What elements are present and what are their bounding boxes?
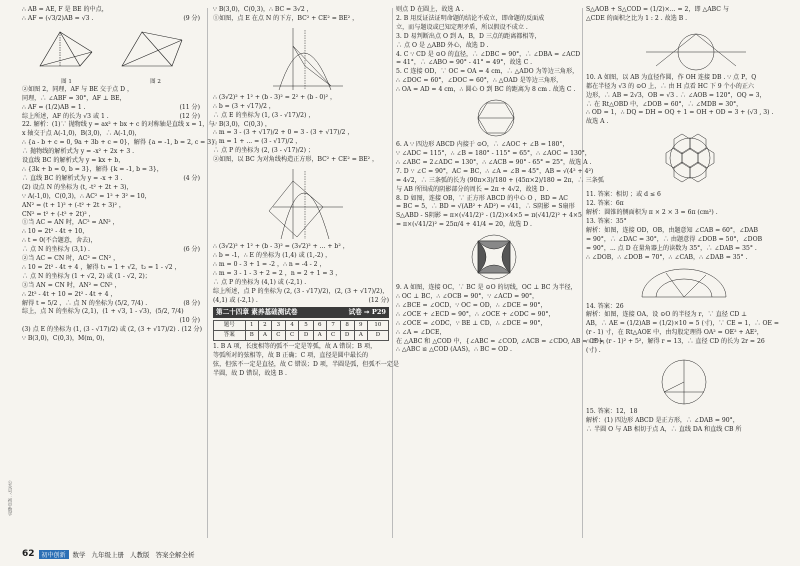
text-line: 综上所述，AF 的长为 √3 或 1 . (12 分) [22,112,200,120]
text-line: ∴ 点 N 的坐标为 (1 + √2, 2) 或 (1 - √2, 2)； [22,272,151,280]
text-line: x 轴交于点 A(-1,0)，B(3,0)，∴ A(-1,0)， [22,130,141,138]
text-line: 综上所述，点 P 的坐标为 (2, (3 - √17)/2)，(2, (3 + √17)/2)， [213,287,389,295]
text-line: 立，而与题设或已知定理矛盾，所以假设不成立 . [396,23,528,31]
score-label: (12 分) [179,112,200,120]
text-line: ∴ AF = (√3/2)AB = √3 . (9 分) [22,14,200,22]
footer-edition: 人教版 [130,550,150,559]
text-line: 22. 解析：(1)∵ 抛物线 y = ax² + bx + c 的对称轴是直线 x = 1，与 [22,121,215,129]
text-line: = BC = 5，∴ BD = √(AB² + AD²) = √41，∴ S阴影 = S扇形 [396,203,575,211]
text-line: ∴ AB = AE, F 是 BE 的中点， [22,6,108,13]
tangent-circle-diagram [586,26,780,72]
hexagon-grid-diagram [586,129,780,189]
text-line: 4. C ∵ CD 是 ⊙O 的直径，∴ ∠DBC = 90°，∴ ∠DBA = ∠ACD [396,50,581,58]
text-line: AB，∴ AE = (1/2)AB = (1/2)×10 = 5 (寸)，∵ CE = 1，∴ OE = [586,320,780,328]
text-line: ∴ ∠BCE = ∠OCD，∵ OC = OD，∴ ∠DCE = 90°， [396,301,547,309]
circle-chord-diagram [586,358,780,406]
text-line: 8. D 如图，连接 OB，∵ 正方形 ABCD 的中心 O ，BD = AC [396,194,568,202]
text-line: ∴ m = 3 - 1 - 3 + 2 = 2 ，n = 2 + 1 = 3 ， [213,269,342,277]
brand-badge: 初中创新 [39,550,69,559]
table-cell: 题号 [214,321,246,331]
table-cell: 6 [313,321,326,331]
text-line: 与 AB 所围成的阴影部分的周长 = 2π + 4√2，故选 D . [396,185,549,193]
text-line: (4,1) 或 (-2,1) . (12 分) [213,296,389,304]
table-cell: D [299,331,313,341]
text-line: ∴ b = -1，∴ E 的坐标为 (1,4) 或 (1,-2) ， [213,251,332,259]
text-line: 解析：如图，连接 OD，OB，由题意知 ∠CAB = 60°，∠DAB [586,226,758,234]
text-line: 9. A 如图，连接 OC，∵ BC 是 ⊙O 的切线，OC ⊥ BC 为半径， [396,284,577,292]
text-line: ∴ 点 O 是 △ABD 外心，故选 D . [396,41,489,49]
text-line: 解析：如图，连接 OA，设 ⊙O 的半径为 r，∵ 直径 CD ⊥ [586,311,747,319]
table-cell: 5 [299,321,313,331]
table-cell: D [367,331,388,341]
score-label: (6 分) [183,246,200,254]
table-cell: C [271,331,285,341]
text-line: ∵ B(3,0)，C(0,3)，∴ BC = 3√2 ， [213,6,313,13]
text-line: ①当 AC = AN 时，AC² = AN² ， [22,219,119,227]
table-row [214,331,389,341]
text-line: ∴ m = 0 - 3 + 1 = -2 ，∴ n = -4 - 2 ， [213,260,326,268]
section-ref: 试卷 ➞ P29 [348,308,386,317]
text-line: ∴ ∠ABC = 2∠ADC = 130°，∴ ∠ACB = 90° - 65° = 25°，故选 A . [396,158,592,166]
text-line: ∴ 10 = 2t² - 4t + 10， [22,228,89,236]
text-line: 14. 答案：26 [586,302,624,310]
score-label: (9 分) [183,14,200,22]
text-line: (寸) . [586,347,601,355]
text-line: ∴ AF = (1/2)AB = 1 . (11 分) [22,103,200,111]
text-line: ∴ 半圆 O 与 AB 相切于点 A，∴ 直线 DA 和直线 CB 所 [586,425,742,433]
figure-caption: 图 1 [61,78,72,85]
text-line: 10. A 如图，以 AB 为直径作圆，作 OH 连接 DB . ∵ 点 P，Q [586,73,757,81]
text-line: = π×(√41/2)² = 25π/4 + 41/4 = 20，故选 D . [396,221,532,229]
score-label: (11 分) [179,103,200,111]
text-line: ∴ ∠A = ∠DCE， [396,328,446,336]
figure-protractor [586,265,780,301]
text-line: = 90°，... 点 D 在量角器上的读数为 35°，∴ ∠DAB = 35° . [586,244,757,252]
text-line: 15. 答案：12，18 [586,407,638,415]
text-line: ∴ △ABC ≌ △COD (AAS)，∴ BC = OD . [396,346,512,354]
text-line: △CDE 的面积之比为 1 : 2 . 故选 B . [586,14,688,22]
table-cell: 2 [258,321,271,331]
table-cell: C [326,331,340,341]
text-line: (3) 点 E 的坐标为 (1, (3 - √17)/2) 或 (2, (3 + √17)/2) . (12 分) [22,326,203,334]
text-line: ∴ ∠DOB，∴ ∠DOB = 70°，∴ ∠CAB，∴ ∠DAB = 35° . [586,253,748,261]
text-line: ①如图，点 E 在点 N 的下方，BC² + CE² = BE² ， [213,14,359,22]
text-block [22,6,200,24]
text-line: ∴ t = 0(不合题意，舍去)， [22,237,97,245]
text-line: = 41°，∴ ∠ABO = 90° - 41° = 49°，故选 C . [396,59,533,67]
circle-hexagon-diagram [396,97,578,139]
text-line: ∴ OA = AD = 4 cm，∴ 圆心 O 到 BC 的距离为 8 cm . 故选 C . [396,86,576,94]
text-line: 同理，∴ ∠ABF = 30°，AF ⊥ BE， [22,94,126,102]
text-line: ∴ ∠DOC = 60°，∠DOC = 60°，∴ △OAD 是等边三角形， [396,77,563,85]
text-line: ∴ 抛物线的解析式为 y = -x² + 2x + 3 . [22,148,135,156]
text-line: ∴ 点 P 的坐标为 (4,1) 或 (-2,1) . [213,278,307,286]
table-cell: A [258,331,271,341]
figure-hexagon-grid [586,129,780,189]
text-line: ∵ B(3,0)，C(0,3)，M(m, 0)， [22,335,109,343]
table-row [214,321,389,331]
text-line: 解析：圆锥的侧面积为 π × 2 × 3 = 6π (cm²) . [586,209,718,217]
text-line: ∴ {a - b + c = 0, 9a + 3b + c = 0}，解得 {a = -1, b = 2, c = 3}， [22,139,222,147]
text-line: ∴ OC ⊥ BC，∴ ∠OCB = 90°，∵ ∠ACD = 90°， [396,293,539,301]
table-cell: 7 [326,321,340,331]
triangle-figures [22,26,200,78]
text-line: ②当 AC = CN 时，AC² = CN² ， [22,255,120,263]
table-cell: A [354,331,367,341]
text-line: ∴ {3k + b = 0, b = 3}，解得 {k = -1, b = 3}， [22,165,163,173]
text-line: ∴ m = 1 + ... = (3 - √17)/2 ， [213,138,302,146]
text-line: ∴ ∠OCE = ∠ODC，∵ BE ⊥ CD，∴ ∠DCE = 90°， [396,319,547,327]
text-line: ∴ 点 N 的坐标为 (3,1) . (6 分) [22,246,200,254]
footer-subject: 数学 [72,550,86,559]
column-divider [207,8,208,538]
text-line: 设直线 BC 的解析式为 y = kx + b， [22,157,125,165]
text-line: 6. A ∵ 四边形 ABCD 内接于 ⊙O，∴ ∠AOC + ∠B = 180°， [396,141,569,149]
text-line: 边形，∴ AB = 2√3，OB = √3 . ∴ ∠AOB = 120°，OQ = 3， [586,91,766,99]
text-line: 在 △ABC 和 △COD 中，{∠ABC = ∠COD, ∠ACB = ∠CDO, AB = CD}， [396,337,609,345]
answer-table [213,320,389,341]
protractor-diagram [586,265,780,301]
parabola-square-graph [213,167,389,241]
section-header [213,307,389,318]
text-line: ③当 AN = CN 时，AN² = CN² ， [22,281,121,289]
text-line: ∴ ∠OCE + ∠ECD = 90°，∴ ∠OCE + ∠ODC = 90°， [396,310,555,318]
text-line: 综上，点 N 的坐标为 (2,1)，(1 + √3, 1 - √3)，(5/2, 7/4) [22,308,184,316]
text-line: ∵ B(3,0)，C(0,3) ， [213,120,271,128]
text-line: ∴ m = 3 - (3 + √17)/2 + 0 = 3 - (3 + √17)/2 ， [213,129,354,137]
table-cell: 答案 [214,331,246,341]
text-line [22,317,200,326]
text-line: 解析：(1) 四边形 ABCD 是正方形，∴ ∠DAB = 90°， [586,416,739,424]
figure-circle-tangent [586,26,780,72]
text-line: 半圆，故 D 错误，故选 B . [213,369,287,377]
table-cell: 4 [285,321,299,331]
text-line: ∴ 2t² - 4t + 10 = 2t² - 4t + 4 ， [22,290,117,298]
section-title: 第二十四章 素养基础测试卷 [216,308,298,317]
score-label: (10 分) [179,317,200,325]
column-1 [22,6,222,536]
footer-grade: 九年级上册 [91,550,125,559]
text-line: ∴ 10 = 2t² - 4t + 4 ，解得 t₁ = 1 + √2，t₂ = 1 - √2 ， [22,263,181,271]
parabola-graph [213,26,389,92]
score-label: (12 分) [181,326,203,334]
text-line: S△AOB + S△COD = (1/2)×... = 2，即 △ABC 与 [586,6,729,13]
text-line: ∴ r² = (r - 1)² + 5²，解得 r = 13，∴ 直径 CD 的长为 2r = 26 [586,338,765,346]
text-line: ∴ (3√2)² + 1² + (b - 3)² = 2² + (b - 0)² ， [213,93,337,101]
text-line: S△ABD - S阴影 = π×(√41/2)² - (1/2)×4×5 = π(√41/2)² + 4×5 [396,212,582,220]
table-cell: 1 [245,321,258,331]
text-line: ∵ ∠ADC = 115°，∴ ∠B = 180° - 115° = 65°，∴ ∠AOC = 130°， [396,149,591,157]
text-line: ②如图 2，同理，AF 与 BE 交于点 D ， [22,85,134,93]
text-block [22,85,222,344]
text-line: 弦，但弦不一定是直径，故 C 错误；D 项，半圆是弧，但弧不一定是 [213,360,399,368]
text-line: AN² = (t + 1)² + (-t² + 2t + 3)² ， [22,201,125,209]
text-line: ∴ (3√2)² + 1² + (b - 3)² = (3√2)² + ... + b² ， [213,243,349,251]
score-label: (4 分) [183,174,200,182]
table-cell: 3 [271,321,285,331]
text-line: 5. C 连接 OD，∵ OC = OA = 4 cm，∴ △ADO 为等边三角形， [396,68,579,76]
text-line: ∵ A(-1,0)，C(0,3)，∴ AC² = 1² + 3² = 10， [22,192,151,200]
column-2 [213,6,399,546]
text-line: 3. D 易判断出点 O 到 A，B，D 三点的距离都相等， [396,32,541,40]
figure-hexagon-circle [396,97,578,139]
text-line: 解得 t = 5/2 ，∴ 点 N 的坐标为 (5/2, 7/4) . (8 分) [22,299,200,307]
text-line: ∴ 点 P 的坐标为 (2, (3 - √17)/2) ； [213,147,315,155]
text-line: (2) 设点 N 的坐标为 (t, -t² + 2t + 3)， [22,183,133,191]
figure-square-circle [396,232,578,282]
page-number: 62 [22,549,35,559]
text-line: ∴ OD = 1，∴ DQ = DH = OQ + 1 = OH + OD = 3 + (√3 , 3) . [586,109,774,117]
text-line: (r - 1) 寸，在 Rt△AOE 中，由勾股定理得 OA² = OE² + AE²， [586,329,763,337]
text-line: 等弧所对的弦相等，故 B 正确；C 项，直径是圆中最长的 [213,352,369,360]
score-label: (8 分) [183,299,200,307]
text-line: ∴ 直线 BC 的解析式为 y = -x + 3 . (4 分) [22,174,200,182]
text-line: ∴ 在 Rt△OBD 中，∠DOB = 60°，∴ ∠MDB = 30°， [586,100,743,108]
text-line: 12. 答案：6π [586,200,624,208]
text-line: 故选 A . [586,118,609,126]
text-line: = 90°，∴ ∠DAC = 30°，∴ 由题意得 ∠DOB = 50°，∠DOB [586,235,763,243]
table-cell: B [245,331,258,341]
figure-parabola-2 [213,167,389,241]
page-footer [22,549,201,559]
text-line: = 4√2，∴ 三条弧的长为 (90π×3)/180 + (45π×2)/180 = 2π，∴ 三条弧 [396,176,604,184]
table-cell: 9 [354,321,367,331]
figure-caption: 图 2 [150,78,161,85]
table-cell: A [313,331,326,341]
column-4 [586,6,780,546]
column-divider [392,8,393,538]
text-line: 11. 答案：相切 ；或 d ≤ 6 [586,191,661,199]
table-cell: D [340,331,354,341]
text-line: 2. B 用反证法证明命题的结论不成立，即命题的反面成 [396,14,545,22]
figure-geometry-pair [22,26,200,84]
table-cell: 10 [367,321,388,331]
text-line: 7. D ∵ ∠C = 90°，AC = BC，∴ ∠A = ∠B = 45°，AB = √(4² + 4²) [396,167,594,175]
text-line: 都在半径为 √3 的 ⊙O 上，∴ 由 H 点看 HC 下 9 个小的正六 [586,82,755,90]
text-line: ∴ 点 E 的坐标为 (1, (3 - √17)/2) ， [213,111,315,119]
table-cell: C [285,331,299,341]
text-line: 1. B A 项，长度相等的弧不一定是等弧，故 A 错误；B 项， [213,343,377,351]
score-label: (12 分) [368,296,389,304]
figure-parabola-1 [213,26,389,92]
figure-circle-chord [586,358,780,406]
text-line: ∴ b = (3 + √17)/2 ， [213,102,275,110]
footer-label: 答案全解全析 [155,550,195,559]
square-in-circle-diagram [396,232,578,282]
side-watermark: 公众号：初中数学 [7,480,12,516]
column-divider [582,8,583,538]
text-line: 13. 答案：35° [586,217,627,225]
text-line: CN² = t² + (-t² + 2t)² ， [22,210,95,218]
table-cell: 8 [340,321,354,331]
text-line: ②如图，以 BC 为对角线构造正方形，BC² + CE² = BE² ， [213,156,379,164]
text-line: 则点 D 在圆上，故选 A . [396,6,464,13]
